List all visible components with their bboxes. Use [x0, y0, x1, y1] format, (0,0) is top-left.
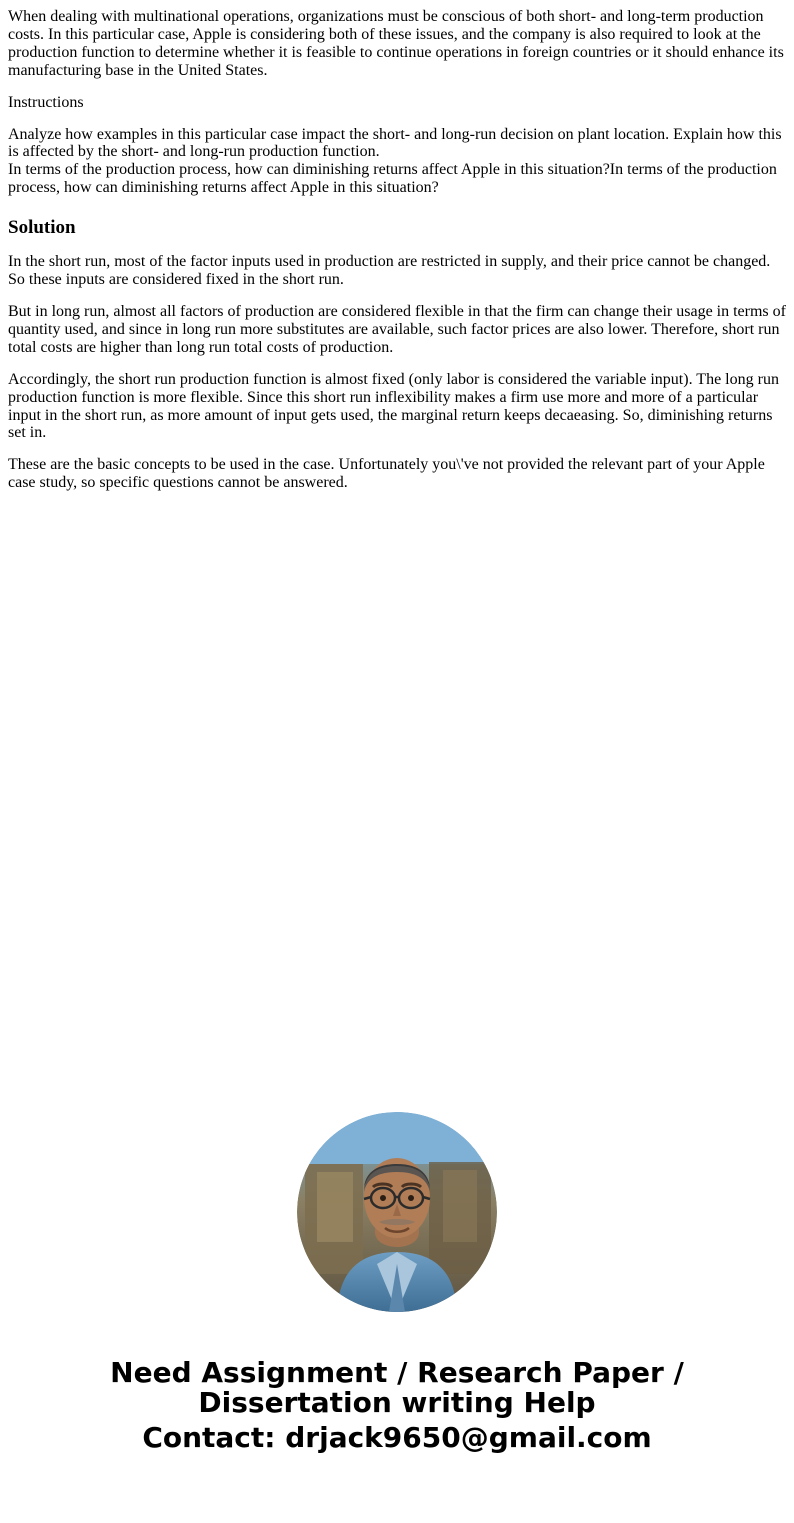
solution-paragraph-4: These are the basic concepts to be used in the case. Unfortunately you\'ve not provided the relevant part of your Apple case study, so specific questions cannot be answered. [8, 456, 765, 492]
promo-headline-line-2: writing Help [401, 1386, 596, 1420]
solution-paragraph-3: Accordingly, the short run production function is almost fixed (only labor is considered the variable input). The long run production function is more flexible. Since this short run inflexibility makes a firm use more and more of a particular input in the short run, as more amount of input gets used, the marginal return keeps decaeasing. So, diminishing returns set in. [8, 370, 779, 442]
solution-paragraph-2: But in long run, almost all factors of production are considered flexible in that the firm can change their usage in terms of quantity used, and since in long run more substitutes are available, such factor prices are also lower. Therefore, short run total costs are higher than long run total costs of production. [8, 302, 786, 356]
solution-heading: Solution [8, 217, 76, 239]
promo-headline-line-1: Need Assignment / Research Paper / Dissertation [110, 1356, 684, 1420]
promo-block [8, 1112, 786, 1453]
instructions-line-2: In terms of the production process, how can diminishing returns affect Apple in this situation?In terms of the production process, how can diminishing returns affect Apple in this situation? [8, 161, 777, 197]
avatar-photo [297, 1112, 497, 1312]
avatar [297, 1112, 497, 1312]
promo-contact: Contact: drjack9650@gmail.com [142, 1420, 652, 1454]
solution-paragraph-1: In the short run, most of the factor inputs used in production are restricted in supply, and their price cannot be changed. So these inputs are considered fixed in the short run. [8, 253, 771, 289]
promo-headline [8, 1358, 786, 1418]
instructions-line-1: Analyze how examples in this particular case impact the short- and long-run decision on plant location. Explain how this is affected by the short- and long-run production function. [8, 125, 782, 161]
intro-paragraph: When dealing with multinational operations, organizations must be conscious of both short- and long-term production costs. In this particular case, Apple is considering both of these issues, and the company is also required to look at the production function to determine whether it is feasible to continue operations in foreign countries or it should enhance its manufacturing base in the United States. [8, 8, 784, 79]
instructions-heading: Instructions [8, 93, 84, 111]
